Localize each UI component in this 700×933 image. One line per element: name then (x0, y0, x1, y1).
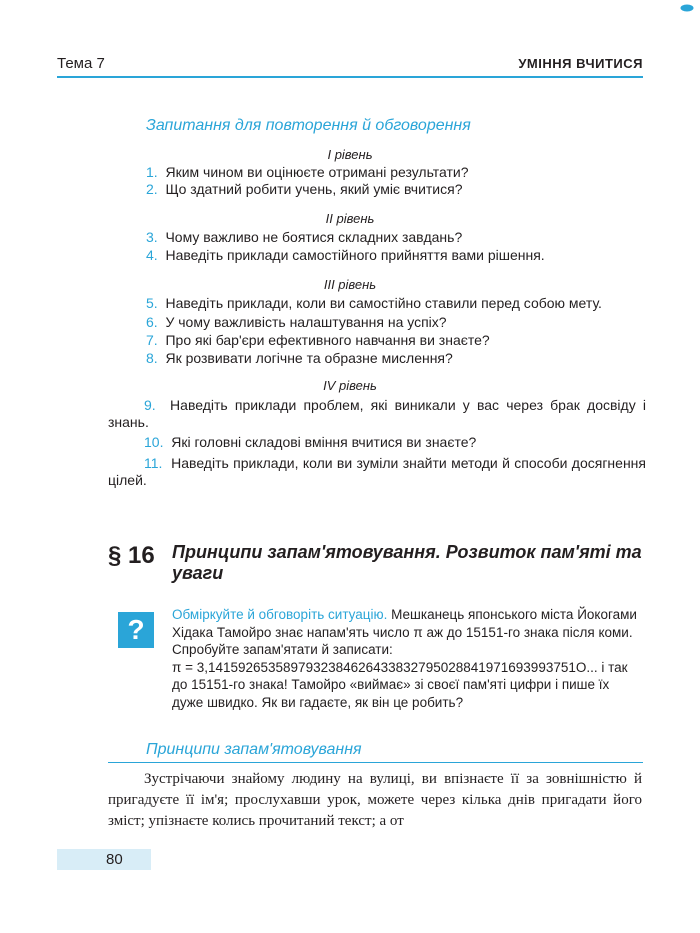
question-text: Чому важливо не боятися складних завдань? (165, 229, 463, 245)
question-text: Як розвивати логічне та образне мислення? (165, 350, 453, 366)
question-item (146, 164, 646, 181)
question-item (146, 295, 646, 312)
question-icon: ? (118, 612, 154, 648)
publisher-logo-icon (680, 4, 694, 12)
paragraph-title: Принципи запам'ятовування. Розвиток пам'яті та уваги (172, 542, 642, 583)
question-text: Що здатний робити учень, який уміє вчитися? (165, 181, 463, 197)
question-text: Яким чином ви оцінюєте отримані результати? (165, 164, 469, 180)
topic-label: Тема 7 (57, 55, 105, 72)
header-rule (57, 76, 643, 78)
question-item (108, 455, 646, 489)
question-number: 10. (144, 434, 164, 450)
question-item (108, 397, 646, 431)
question-text: Наведіть приклади проблем, які виникали у вас через брак досвіду і знань. (108, 397, 646, 430)
question-text: Наведіть приклади, коли ви самостійно ставили перед собою мету. (165, 295, 602, 311)
pi-line: π = 3,1415926535897932384626433832795028841971693993751О... і так (172, 659, 628, 675)
body-paragraph: Зустрічаючи знайому людину на вулиці, ви впізнаєте її за зовнішністю й пригадуєте її ім'я; прослухавши урок, можете через кілька днів пригадати його зміст; упізнаєте колись прочитаний текст; а от (108, 771, 642, 829)
section-title: УМІННЯ ВЧИТИСЯ (518, 56, 643, 71)
level-label: IV рівень (323, 378, 377, 393)
question-item (146, 229, 646, 246)
question-number: 5. (146, 295, 158, 311)
question-number: 8. (146, 350, 158, 366)
level-label: I рівень (327, 147, 373, 162)
level-label: II рівень (325, 211, 375, 226)
subsection-rule (108, 762, 643, 763)
situation-text: Мешканець японського міста Йокогами Хідака Тамойро знає напам'ять число π аж до 15151-го знака після коми. Спробуйте запам'ятати й записати: (172, 607, 637, 657)
question-item (146, 314, 646, 331)
situation-text-continued: до 15151-го знака! Тамойро «виймає» зі своєї пам'яті цифри і пише їх дуже швидко. Як ви гадаєте, як він це робить? (172, 677, 610, 710)
subsection-title: Принципи запам'ятовування (146, 741, 362, 758)
level-label: III рівень (323, 277, 377, 292)
question-number: 11. (144, 455, 163, 471)
question-number: 7. (146, 332, 158, 348)
question-text: Які головні складові вміння вчитися ви знаєте? (171, 434, 477, 450)
question-number: 4. (146, 247, 158, 263)
question-text: Про які бар'єри ефективного навчання ви знаєте? (165, 332, 490, 348)
question-item (146, 247, 646, 264)
situation-block (172, 606, 642, 711)
question-text: Наведіть приклади самостійного прийняття вами рішення. (165, 247, 545, 263)
question-number: 9. (144, 397, 156, 413)
review-title: Запитання для повторення й обговорення (146, 117, 471, 134)
paragraph-mark: § 16 (108, 542, 155, 569)
question-number: 1. (146, 164, 158, 180)
question-item (146, 350, 646, 367)
question-item (146, 332, 646, 349)
question-number: 6. (146, 314, 158, 330)
question-item (108, 434, 646, 451)
question-item (146, 181, 646, 198)
question-text: Наведіть приклади, коли ви зуміли знайти методи й способи досягнення цілей. (108, 455, 646, 488)
question-number: 3. (146, 229, 158, 245)
situation-lead: Обміркуйте й обговоріть ситуацію. (172, 607, 388, 622)
question-number: 2. (146, 181, 158, 197)
page-number: 80 (106, 851, 123, 868)
question-text: У чому важливість налаштування на успіх? (165, 314, 447, 330)
page-number-bar (57, 849, 151, 870)
